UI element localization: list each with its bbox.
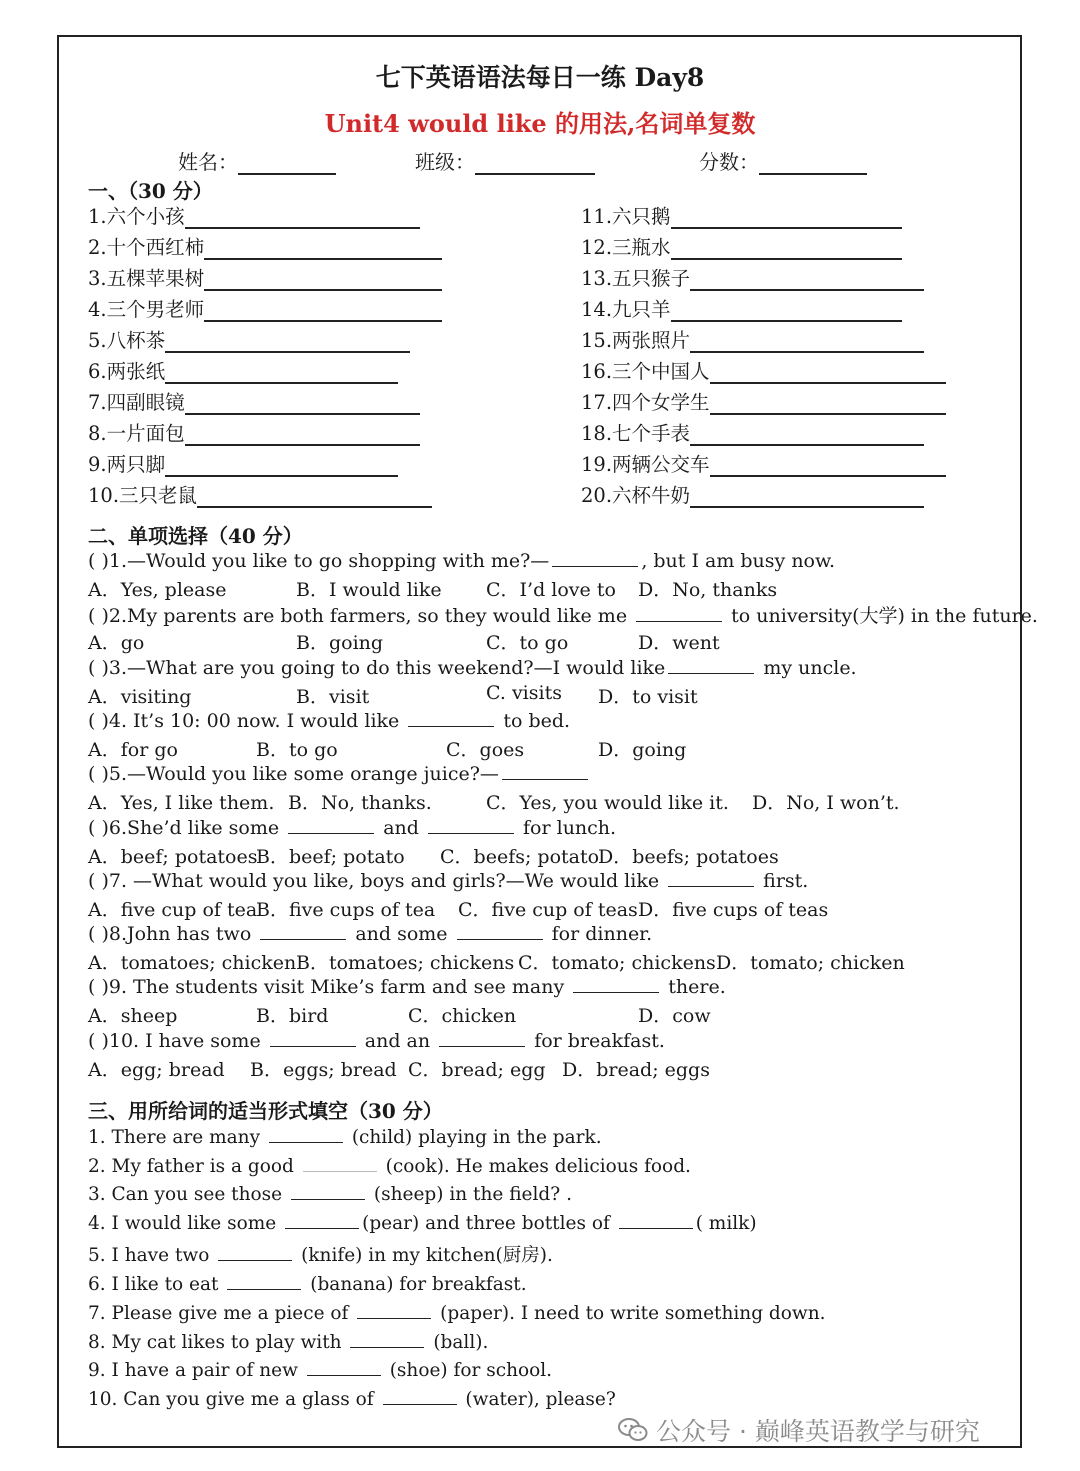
vocab-label: 13.五只猴子 xyxy=(581,267,691,290)
question xyxy=(88,655,857,679)
vocab-label: 5.八杯茶 xyxy=(88,329,166,352)
watermark-text: 公众号 · 巅峰英语教学与研究 xyxy=(656,1417,980,1446)
vocab-label: 19.两辆公交车 xyxy=(581,453,710,476)
answer-blank[interactable] xyxy=(457,921,543,940)
question-text: my uncle. xyxy=(757,656,857,679)
fill-text: (banana) for breakfast. xyxy=(304,1274,527,1295)
option-d[interactable]: D．going xyxy=(598,738,687,761)
question-text: ( )7. —What would you like, boys and girls?—We would like xyxy=(88,869,666,892)
fill-text: (knife) in my kitchen(厨房). xyxy=(295,1245,553,1266)
answer-blank[interactable] xyxy=(439,1028,525,1047)
option-c[interactable]: C．bread; egg xyxy=(408,1058,546,1081)
option-d[interactable]: D．bread; eggs xyxy=(562,1058,710,1081)
option-d[interactable]: D．No, thanks xyxy=(638,579,778,601)
class-field xyxy=(415,146,595,175)
class-label: 班级： xyxy=(415,150,475,174)
option-b[interactable]: B．visit xyxy=(296,685,370,708)
vocab-label: 9.两只脚 xyxy=(88,453,166,476)
vocab-label: 18.七个手表 xyxy=(581,422,691,445)
option-d[interactable]: D．to visit xyxy=(598,685,698,708)
score-label: 分数： xyxy=(699,150,759,174)
answer-blank[interactable] xyxy=(671,206,902,229)
question-text: first. xyxy=(757,869,809,892)
answer-blank[interactable] xyxy=(185,206,420,229)
vocab-item xyxy=(581,263,924,291)
vocab-label: 15.两张照片 xyxy=(581,329,691,352)
vocab-item xyxy=(581,325,924,353)
option-c[interactable]: C．beefs; potato xyxy=(440,845,600,868)
option-b[interactable]: B．tomatoes; chickens xyxy=(296,952,515,975)
answer-blank[interactable] xyxy=(285,1212,359,1229)
answer-blank[interactable] xyxy=(185,392,420,415)
vocab-label: 1.六个小孩 xyxy=(88,205,185,228)
answer-blank[interactable] xyxy=(165,330,410,353)
answer-blank[interactable] xyxy=(165,361,398,384)
option-b[interactable]: B．to go xyxy=(256,738,338,761)
answer-blank[interactable] xyxy=(303,1155,377,1172)
question-text: to university(大学) in the future. xyxy=(725,605,1038,628)
question-text: for dinner. xyxy=(545,923,653,946)
vocab-item xyxy=(581,387,946,415)
option-b[interactable]: B．going xyxy=(296,632,384,655)
answer-blank[interactable] xyxy=(218,1244,292,1261)
question xyxy=(88,1028,665,1052)
answer-blank[interactable] xyxy=(668,655,754,674)
option-b[interactable]: B．beef; potato xyxy=(256,845,405,868)
question-text: ( )6.She’d like some xyxy=(88,816,286,839)
option-a[interactable]: A．tomatoes; chicken xyxy=(88,952,297,975)
option-c[interactable]: C．tomato; chickens xyxy=(518,952,716,975)
question xyxy=(88,815,616,839)
option-d[interactable]: D．No, I won’t. xyxy=(752,792,900,815)
vocab-label: 8.一片面包 xyxy=(88,422,185,445)
vocab-label: 17.四个女学生 xyxy=(581,391,710,414)
answer-blank[interactable] xyxy=(204,299,442,322)
page-subtitle: Unit4 would like 的用法,名词单复数 xyxy=(324,109,756,138)
watermark xyxy=(618,1412,980,1448)
vocab-item xyxy=(581,449,946,477)
option-a[interactable]: A．sheep xyxy=(88,1005,178,1028)
fill-text: (shoe) for school. xyxy=(383,1360,553,1381)
option-a[interactable]: A．Yes, I like them. xyxy=(88,792,275,815)
fill-item xyxy=(88,1273,527,1295)
option-c[interactable]: C．five cup of teas xyxy=(458,898,638,921)
fill-item xyxy=(88,1126,602,1148)
vocab-item xyxy=(581,294,902,322)
option-a[interactable]: A．beef; potatoes xyxy=(88,845,258,868)
question-text: there. xyxy=(662,976,726,999)
vocab-label: 11.六只鹅 xyxy=(581,205,671,228)
question-text: to bed. xyxy=(497,709,571,732)
answer-blank[interactable] xyxy=(291,1183,365,1200)
question-text: ( )4. It’s 10: 00 now. I would like xyxy=(88,709,406,732)
fill-text: (sheep) in the field? . xyxy=(367,1184,572,1205)
fill-text: 10. Can you give me a glass of xyxy=(88,1389,380,1410)
option-b[interactable]: B．five cups of tea xyxy=(256,898,436,921)
answer-blank[interactable] xyxy=(671,299,902,322)
vocab-item xyxy=(88,418,420,446)
wechat-icon xyxy=(618,1417,648,1443)
answer-blank[interactable] xyxy=(197,485,432,508)
answer-blank[interactable] xyxy=(204,268,442,291)
vocab-label: 2.十个西红柿 xyxy=(88,236,205,259)
vocab-label: 10.三只老鼠 xyxy=(88,484,198,507)
answer-blank[interactable] xyxy=(552,548,638,567)
score-blank xyxy=(759,151,867,175)
fill-item xyxy=(88,1388,616,1410)
answer-blank[interactable] xyxy=(350,1331,424,1348)
fill-item xyxy=(88,1302,826,1324)
section2-heading: 二、单项选择（40 分） xyxy=(88,524,303,548)
fill-text: 2. My father is a good xyxy=(88,1156,300,1177)
fill-item xyxy=(88,1241,553,1267)
answer-blank[interactable] xyxy=(270,1028,356,1047)
option-c[interactable]: C．Yes, you would like it. xyxy=(486,792,729,815)
answer-blank[interactable] xyxy=(690,268,924,291)
fill-text: 9. I have a pair of new xyxy=(88,1360,304,1381)
answer-blank[interactable] xyxy=(710,392,946,415)
option-b[interactable]: B．eggs; bread xyxy=(250,1058,397,1081)
option-a[interactable]: A．for go xyxy=(88,738,178,761)
vocab-label: 6.两张纸 xyxy=(88,360,166,383)
option-c[interactable]: C．chicken xyxy=(408,1005,517,1028)
option-a[interactable]: A．five cup of tea xyxy=(88,898,258,921)
name-blank xyxy=(238,151,336,175)
name-field xyxy=(178,146,336,175)
vocab-item xyxy=(88,480,432,508)
vocab-item xyxy=(88,294,442,322)
fill-text: (child) playing in the park. xyxy=(345,1127,602,1148)
option-d[interactable]: D．five cups of teas xyxy=(638,898,829,921)
vocab-label: 4.三个男老师 xyxy=(88,298,205,321)
vocab-label: 14.九只羊 xyxy=(581,298,671,321)
option-a[interactable]: A．egg; bread xyxy=(88,1058,225,1081)
vocab-item xyxy=(581,232,902,260)
question-text: ( )3.—What are you going to do this weekend?—I would like xyxy=(88,656,666,679)
question-text: and some xyxy=(349,923,454,946)
fill-item xyxy=(88,1331,488,1353)
vocab-label: 20.六杯牛奶 xyxy=(581,484,691,507)
answer-blank[interactable] xyxy=(671,237,902,260)
fill-text: (paper). I need to write something down. xyxy=(434,1303,826,1324)
fill-text: (pear) and three bottles of xyxy=(362,1213,616,1234)
vocab-item xyxy=(88,232,442,260)
answer-blank[interactable] xyxy=(619,1212,693,1229)
answer-blank[interactable] xyxy=(307,1359,381,1376)
vocab-item xyxy=(581,480,924,508)
fill-item xyxy=(88,1359,552,1381)
fill-text: (ball). xyxy=(427,1332,489,1353)
fill-item xyxy=(88,1183,572,1205)
vocab-item xyxy=(581,201,902,229)
answer-blank[interactable] xyxy=(357,1302,431,1319)
fill-text: 6. I like to eat xyxy=(88,1274,225,1295)
question-text: and xyxy=(377,816,425,839)
option-d[interactable]: D．beefs; potatoes xyxy=(598,845,779,868)
fill-text: 3. Can you see those xyxy=(88,1184,288,1205)
option-b[interactable]: B．No, thanks. xyxy=(288,792,432,815)
fill-item xyxy=(88,1155,691,1177)
vocab-item xyxy=(581,418,924,446)
question xyxy=(88,868,808,892)
question-text: ( )1.—Would you like to go shopping with me?— xyxy=(88,550,550,572)
vocab-item xyxy=(88,325,410,353)
fill-text: ( milk) xyxy=(695,1213,757,1234)
answer-blank[interactable] xyxy=(165,454,398,477)
vocab-item xyxy=(88,449,398,477)
answer-blank[interactable] xyxy=(428,815,514,834)
answer-blank[interactable] xyxy=(710,454,946,477)
answer-blank[interactable] xyxy=(269,1126,343,1143)
question xyxy=(88,974,726,998)
vocab-label: 3.五棵苹果树 xyxy=(88,267,205,290)
vocab-label: 16.三个中国人 xyxy=(581,360,710,383)
vocab-item xyxy=(88,356,398,384)
fill-text: (water), please? xyxy=(459,1389,616,1410)
fill-text: (cook). He makes delicious food. xyxy=(379,1156,691,1177)
answer-blank[interactable] xyxy=(668,868,754,887)
vocab-item xyxy=(88,387,420,415)
answer-blank[interactable] xyxy=(227,1273,301,1290)
class-blank xyxy=(475,151,595,175)
question xyxy=(88,761,591,785)
section1-heading: 一、（30 分） xyxy=(88,179,213,203)
option-d[interactable]: D．went xyxy=(638,632,720,655)
question-text: , but I am busy now. xyxy=(641,550,836,572)
question xyxy=(88,708,570,732)
option-c[interactable]: C．to go xyxy=(486,632,569,655)
answer-blank[interactable] xyxy=(636,603,722,622)
answer-blank[interactable] xyxy=(260,921,346,940)
question-text: and an xyxy=(358,1029,437,1052)
vocab-item xyxy=(581,356,946,384)
question-text: ( )9. The students visit Mike’s farm and see many xyxy=(88,976,571,999)
answer-blank[interactable] xyxy=(690,485,924,508)
page-title: 七下英语语法每日一练 Day8 xyxy=(375,63,705,92)
option-c[interactable]: C. visits xyxy=(486,681,562,704)
answer-blank[interactable] xyxy=(204,237,442,260)
option-b[interactable]: B．bird xyxy=(256,1005,329,1028)
option-d[interactable]: D．tomato; chicken xyxy=(716,952,905,975)
answer-blank[interactable] xyxy=(690,330,924,353)
question-text: ( )10. I have some xyxy=(88,1029,267,1052)
answer-blank[interactable] xyxy=(408,708,494,727)
question xyxy=(88,548,835,572)
question xyxy=(88,921,652,945)
option-d[interactable]: D．cow xyxy=(638,1005,711,1028)
fill-text: 4. I would like some xyxy=(88,1213,283,1234)
vocab-item xyxy=(88,263,442,291)
answer-blank[interactable] xyxy=(690,423,924,446)
answer-blank[interactable] xyxy=(383,1388,457,1405)
question-text: ( )8.John has two xyxy=(88,923,258,946)
question-text: ( )2.My parents are both farmers, so they would like me xyxy=(88,605,634,628)
option-a[interactable]: A．visiting xyxy=(88,685,192,708)
fill-text: 7. Please give me a piece of xyxy=(88,1303,355,1324)
vocab-label: 12.三瓶水 xyxy=(581,236,671,259)
answer-blank[interactable] xyxy=(502,761,588,780)
fill-item xyxy=(88,1212,757,1234)
option-c[interactable]: C．goes xyxy=(446,738,525,761)
score-field xyxy=(699,146,867,175)
question-text: for lunch. xyxy=(516,816,617,839)
question xyxy=(88,601,1038,628)
name-label: 姓名： xyxy=(178,150,238,174)
option-b[interactable]: B．I would like xyxy=(296,579,442,601)
fill-text: 1. There are many xyxy=(88,1127,266,1148)
fill-text: 5. I have two xyxy=(88,1245,216,1266)
answer-blank[interactable] xyxy=(288,815,374,834)
answer-blank[interactable] xyxy=(185,423,420,446)
vocab-item xyxy=(88,201,420,229)
section3-heading: 三、用所给词的适当形式填空（30 分） xyxy=(88,1099,443,1123)
option-a[interactable]: A．go xyxy=(88,632,145,655)
option-a[interactable]: A．Yes, please xyxy=(88,579,227,601)
question-text: ( )5.—Would you like some orange juice?— xyxy=(88,763,499,786)
option-c[interactable]: C．I’d love to xyxy=(486,579,616,601)
answer-blank[interactable] xyxy=(573,974,659,993)
question-text: for breakfast. xyxy=(528,1029,665,1052)
answer-blank[interactable] xyxy=(710,361,946,384)
fill-text: 8. My cat likes to play with xyxy=(88,1332,348,1353)
vocab-label: 7.四副眼镜 xyxy=(88,391,185,414)
